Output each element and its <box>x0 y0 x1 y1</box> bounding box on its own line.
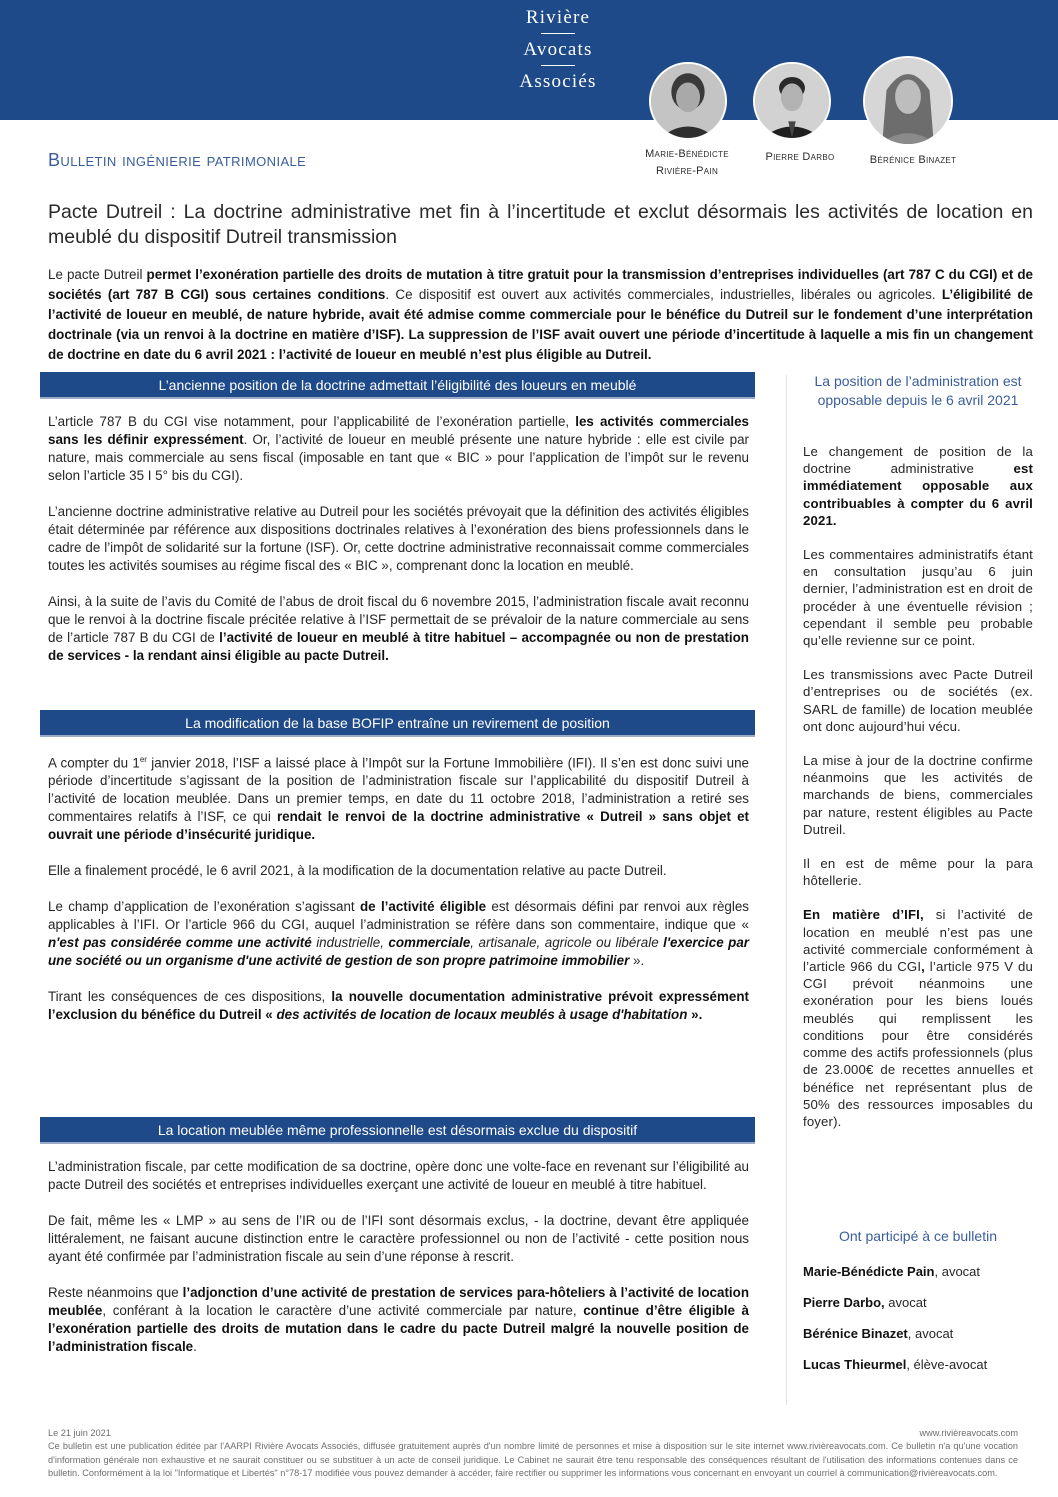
text-run: . Ce dispositif est ouvert aux activités commerciales, industrielles, libérales ou agricoles. <box>385 287 942 302</box>
logo-divider <box>541 33 575 34</box>
logo-line-1: Rivière <box>525 7 591 28</box>
emphasis-text: est immédiatement opposable aux contribuables à compter du 6 avril 2021. <box>803 461 1033 528</box>
logo-line-2: Avocats <box>523 39 593 60</box>
sidebar-divider <box>786 375 787 1405</box>
section-1 <box>40 372 755 665</box>
text-run: Les transmissions avec Pacte Dutreil d’entreprises ou de sociétés (ex. SARL de famille) de location meublée ont donc aujourd’hui vécu. <box>803 667 1033 734</box>
firm-logo <box>478 8 638 92</box>
avatar-author-2 <box>753 62 831 140</box>
text-run: Les commentaires administratifs étant en consultation jusqu’au 6 juin dernier, l’administration est en droit de procéder à une éventuelle révision ; cependant il semble peu probable qu’elle revienne sur ce point. <box>803 547 1033 649</box>
contributor-item: Lucas Thieurmel, élève-avocat <box>803 1357 988 1372</box>
text-run: ». <box>629 953 645 969</box>
text-run: . Or, l’activité de loueur en meublé présente une nature hybride : elle est civile par nature, mais commerciale au sens fiscal (imposable en tant que « BIC » pour l’application de l’impôt sur le revenu selon l’article 35 I 5° bis du CGI). <box>48 432 750 483</box>
text-run: est désormais défini par renvoi aux règles applicables à l’IFI. Or l’article 966 du CGI, auquel l’administration se réfère dans son commentaire, indique que « <box>48 899 749 933</box>
text-run: L’ancienne doctrine administrative relative au Dutreil pour les sociétés prévoyait que la définition des activités éligibles était déterminée par référence aux dispositions doctrinales relatives à l’exonération des biens professionnels dans le cadre de l’impôt de solidarité sur la fortune (ISF). Or, cette doctrine administrative reconnaissait comme commerciales toutes les activités soumises au régime fiscal des « BIC », comprenant donc la location en meublé. <box>48 504 749 573</box>
emphasis-text: rendait le renvoi de la doctrine administrative « Dutreil » sans objet et ouvrait une période d’insécurité juridique. <box>48 809 749 843</box>
text-run: si l’activité de location en meublé n’est pas une activité commerciale conformément à l’article 966 du CGI <box>803 907 1033 975</box>
logo-line-3: Associés <box>519 71 597 92</box>
author-name-1: Marie-Bénédicte Rivière-Pain <box>645 148 729 177</box>
emphasis-text: En matière d’IFI, <box>803 907 924 923</box>
author-name-2: Pierre Darbo <box>765 151 835 163</box>
text-run: . <box>193 1339 197 1354</box>
emphasis-text: l’adjonction d’une activité de prestation de services para-hôteliers à l’activité de location meublée <box>48 1285 749 1318</box>
paragraph <box>40 751 755 844</box>
emphasis-text: permet l’exonération partielle des droits de mutation à titre gratuit pour la transmission d’entreprises individuelles (art 787 C du CGI) et de sociétés (art 787 B CGI) sous certaines conditions <box>48 267 1034 302</box>
emphasis-text: l'exercice par une société ou un organisme d'une activité de gestion de son propre patrimoine immobilier <box>48 935 749 969</box>
paragraph <box>40 503 755 575</box>
bulletin-title: Bulletin ingénierie patrimoniale <box>48 150 307 170</box>
section-heading: La location meublée même professionnelle est désormais exclue du dispositif <box>40 1117 755 1144</box>
emphasis-text: les activités commerciales sans les définir expressément <box>48 414 750 447</box>
portrait-photo-icon <box>865 58 951 144</box>
paragraph <box>40 1284 755 1356</box>
emphasis-text: , <box>921 959 925 975</box>
emphasis-text: n'est pas considérée comme une activité <box>48 935 312 951</box>
emphasis-text: commerciale <box>388 935 471 951</box>
contributors-title: Ont participé à ce bulletin <box>839 1228 997 1244</box>
paragraph <box>40 413 755 485</box>
section-3 <box>40 1117 755 1356</box>
footer <box>48 1427 1018 1481</box>
sidebar-body <box>803 443 1033 1130</box>
avatar-author-1 <box>649 62 727 140</box>
paragraph <box>803 546 1033 649</box>
contributor-item: Marie-Bénédicte Pain, avocat <box>803 1264 981 1279</box>
section-heading: L’ancienne position de la doctrine admettait l’éligibilité des loueurs en meublé <box>40 372 755 399</box>
author-name-3: Bérénice Binazet <box>869 154 957 166</box>
contributor-item: Bérénice Binazet, avocat <box>803 1326 954 1341</box>
article-intro <box>48 265 1033 365</box>
emphasis-text: la nouvelle documentation administrative prévoit expressément l’exclusion du bénéfice du Dutreil « <box>48 989 750 1023</box>
emphasis-text: er <box>139 755 147 764</box>
emphasis-text: industrielle, <box>311 935 389 951</box>
text-run: , conférant à la location le caractère d’une activité commerciale par nature, <box>102 1303 584 1318</box>
paragraph <box>40 898 755 970</box>
text-run: L’administration fiscale, par cette modification de sa doctrine, opère donc une volte-face en revenant sur l’éligibilité au pacte Dutreil des sociétés et entreprises individuelles exerçant une activité de loueur en meublé à titre habituel. <box>48 1159 749 1192</box>
paragraph <box>803 906 1033 1130</box>
paragraph <box>803 752 1033 838</box>
text-run: Le pacte Dutreil <box>48 267 147 282</box>
paragraph <box>40 593 755 665</box>
emphasis-text: de l’activité éligible <box>359 899 487 915</box>
paragraph <box>40 1158 755 1194</box>
text-run: Il en est de même pour la para hôtellerie. <box>803 856 1033 889</box>
contributor-item: Pierre Darbo, avocat <box>803 1295 927 1310</box>
paragraph <box>40 988 755 1024</box>
emphasis-text: , artisanale, agricole ou libérale <box>470 935 664 951</box>
text-run: La mise à jour de la doctrine confirme néanmoins que les activités de marchands de biens, commerciales par nature, restent éligibles au Pacte Dutreil. <box>803 753 1033 837</box>
text-run: L’article 787 B du CGI vise notamment, pour l’applicabilité de l’exonération partielle, <box>48 414 576 429</box>
text-run: Le champ d’application de l’exonération s’agissant <box>48 899 360 915</box>
emphasis-text: l’activité de loueur en meublé à titre habituel – accompagnée ou non de prestation de services - la rendant ainsi éligible au pacte Dutreil. <box>48 630 749 663</box>
paragraph <box>40 862 755 880</box>
text-run: Tirant les conséquences de ces dispositions, <box>48 989 332 1005</box>
paragraph <box>803 443 1033 529</box>
section-2 <box>40 710 755 1024</box>
website-link[interactable]: www.rivièreavocats.com <box>919 1428 1018 1438</box>
text-run: Elle a finalement procédé, le 6 avril 2021, à la modification de la documentation relative au pacte Dutreil. <box>48 863 667 879</box>
emphasis-text: L’éligibilité de l’activité de loueur en meublé, de nature hybride, avait été admise comme commerciale pour le bénéfice du Dutreil sur le fondement d’une interprétation doctrinale (via un renvoi à la doctrine en matière d’ISF). La suppression de l’ISF avait ouvert une période d’incertitude à laquelle a mis fin un changement de doctrine en date du 6 avril 2021 : l’activité de loueur en meublé n’est plus éligible au Dutreil. <box>48 287 1034 362</box>
portrait-photo-icon <box>755 64 829 138</box>
text-run: Reste néanmoins que <box>48 1285 183 1300</box>
sidebar-heading-block <box>803 372 1033 410</box>
publication-date: Le 21 juin 2021 <box>48 1428 111 1438</box>
section-heading: La modification de la base BOFIP entraîne un revirement de position <box>40 710 755 737</box>
text-run: Ainsi, à la suite de l’avis du Comité de l’abus de droit fiscal du 6 novembre 2015, l’administration fiscale avait reconnu que le renvoi à la doctrine fiscale précitée relative à l’ISF permettait de se prévaloir de la nature commerciale au sens de l’article 787 B du CGI de <box>48 594 749 645</box>
legal-disclaimer: Ce bulletin est une publication éditée par l'AARPI Rivière Avocats Associés, diffusée gratuitement auprès d'un nombre limité de personnes et mise à disposition sur le site internet www.rivièreavocats.com. Ce bulletin n'a qu'une vocation d'information générale non exhaustive et ne saurait constituer ou se substituer à un acte de conseil juridique. Le Cabinet ne saurait être tenu responsable des conséquences résultant de l'utilisation des informations contenues dans ce bulletin. Conformément à la loi "Informatique et Libertés" n°78-17 modifiée vous pouvez demander à accéder, faire rectifier ou supprimer les informations vous concernant en envoyant un courriel à communication@rivièreavocats.com. <box>48 1441 1018 1479</box>
section-body <box>40 1158 755 1356</box>
text-run: De fait, même les « LMP » au sens de l’IR ou de l’IFI sont désormais exclus, - la doctrine, devant être appliquée littéralement, ne faisant aucune distinction entre le caractère professionnel ou non de l’activité - cette position nous ayant été confirmée par l’administration fiscale au sein d’une réponse à rescrit. <box>48 1213 749 1264</box>
portrait-photo-icon <box>651 64 725 138</box>
emphasis-text: des activités de location de locaux meublés à usage d'habitation <box>276 1007 688 1023</box>
emphasis-text: ». <box>687 1007 703 1023</box>
paragraph <box>803 666 1033 735</box>
logo-divider <box>541 65 575 66</box>
emphasis-text: continue d’être éligible à l’exonération partielle des droits de mutation dans le cadre du pacte Dutreil malgré la nouvelle position de l’administration fiscale <box>48 1303 749 1354</box>
text-run: Le changement de position de la doctrine administrative <box>803 444 1033 477</box>
sidebar-title: La position de l’administration est opposable depuis le 6 avril 2021 <box>814 373 1022 408</box>
section-body <box>40 751 755 1024</box>
paragraph <box>803 855 1033 889</box>
avatar-author-3 <box>863 56 953 146</box>
contributors-block <box>803 1228 1033 1388</box>
section-body <box>40 413 755 665</box>
article-title: Pacte Dutreil : La doctrine administrative met fin à l’incertitude et exclut désormais les activités de location en meublé du dispositif Dutreil transmission <box>48 201 1033 248</box>
text-run: l’article 975 V du CGI prévoit néanmoins une exonération pour les biens loués meublés qui remplissent les conditions pour être considérés comme des actifs professionnels (plus de 23.000€ de recettes annuelles et bénéfice net représentant plus de 50% des ressources imposables du foyer). <box>803 959 1033 1129</box>
paragraph <box>40 1212 755 1266</box>
text-run: janvier 2018, l’ISF a laissé place à l’Impôt sur la Fortune Immobilière (IFI). Il s’en est donc suivi une période d’incertitude s’agissant de la position de l’administration fiscale sur l’applicabilité du dispositif Dutreil à l’activité de location meublée. Dans un premier temps, en date du 11 octobre 2018, l’administration a retiré ses commentaires relatifs à l’ISF, ce qui <box>48 755 749 825</box>
text-run: A compter du 1 <box>48 755 140 771</box>
